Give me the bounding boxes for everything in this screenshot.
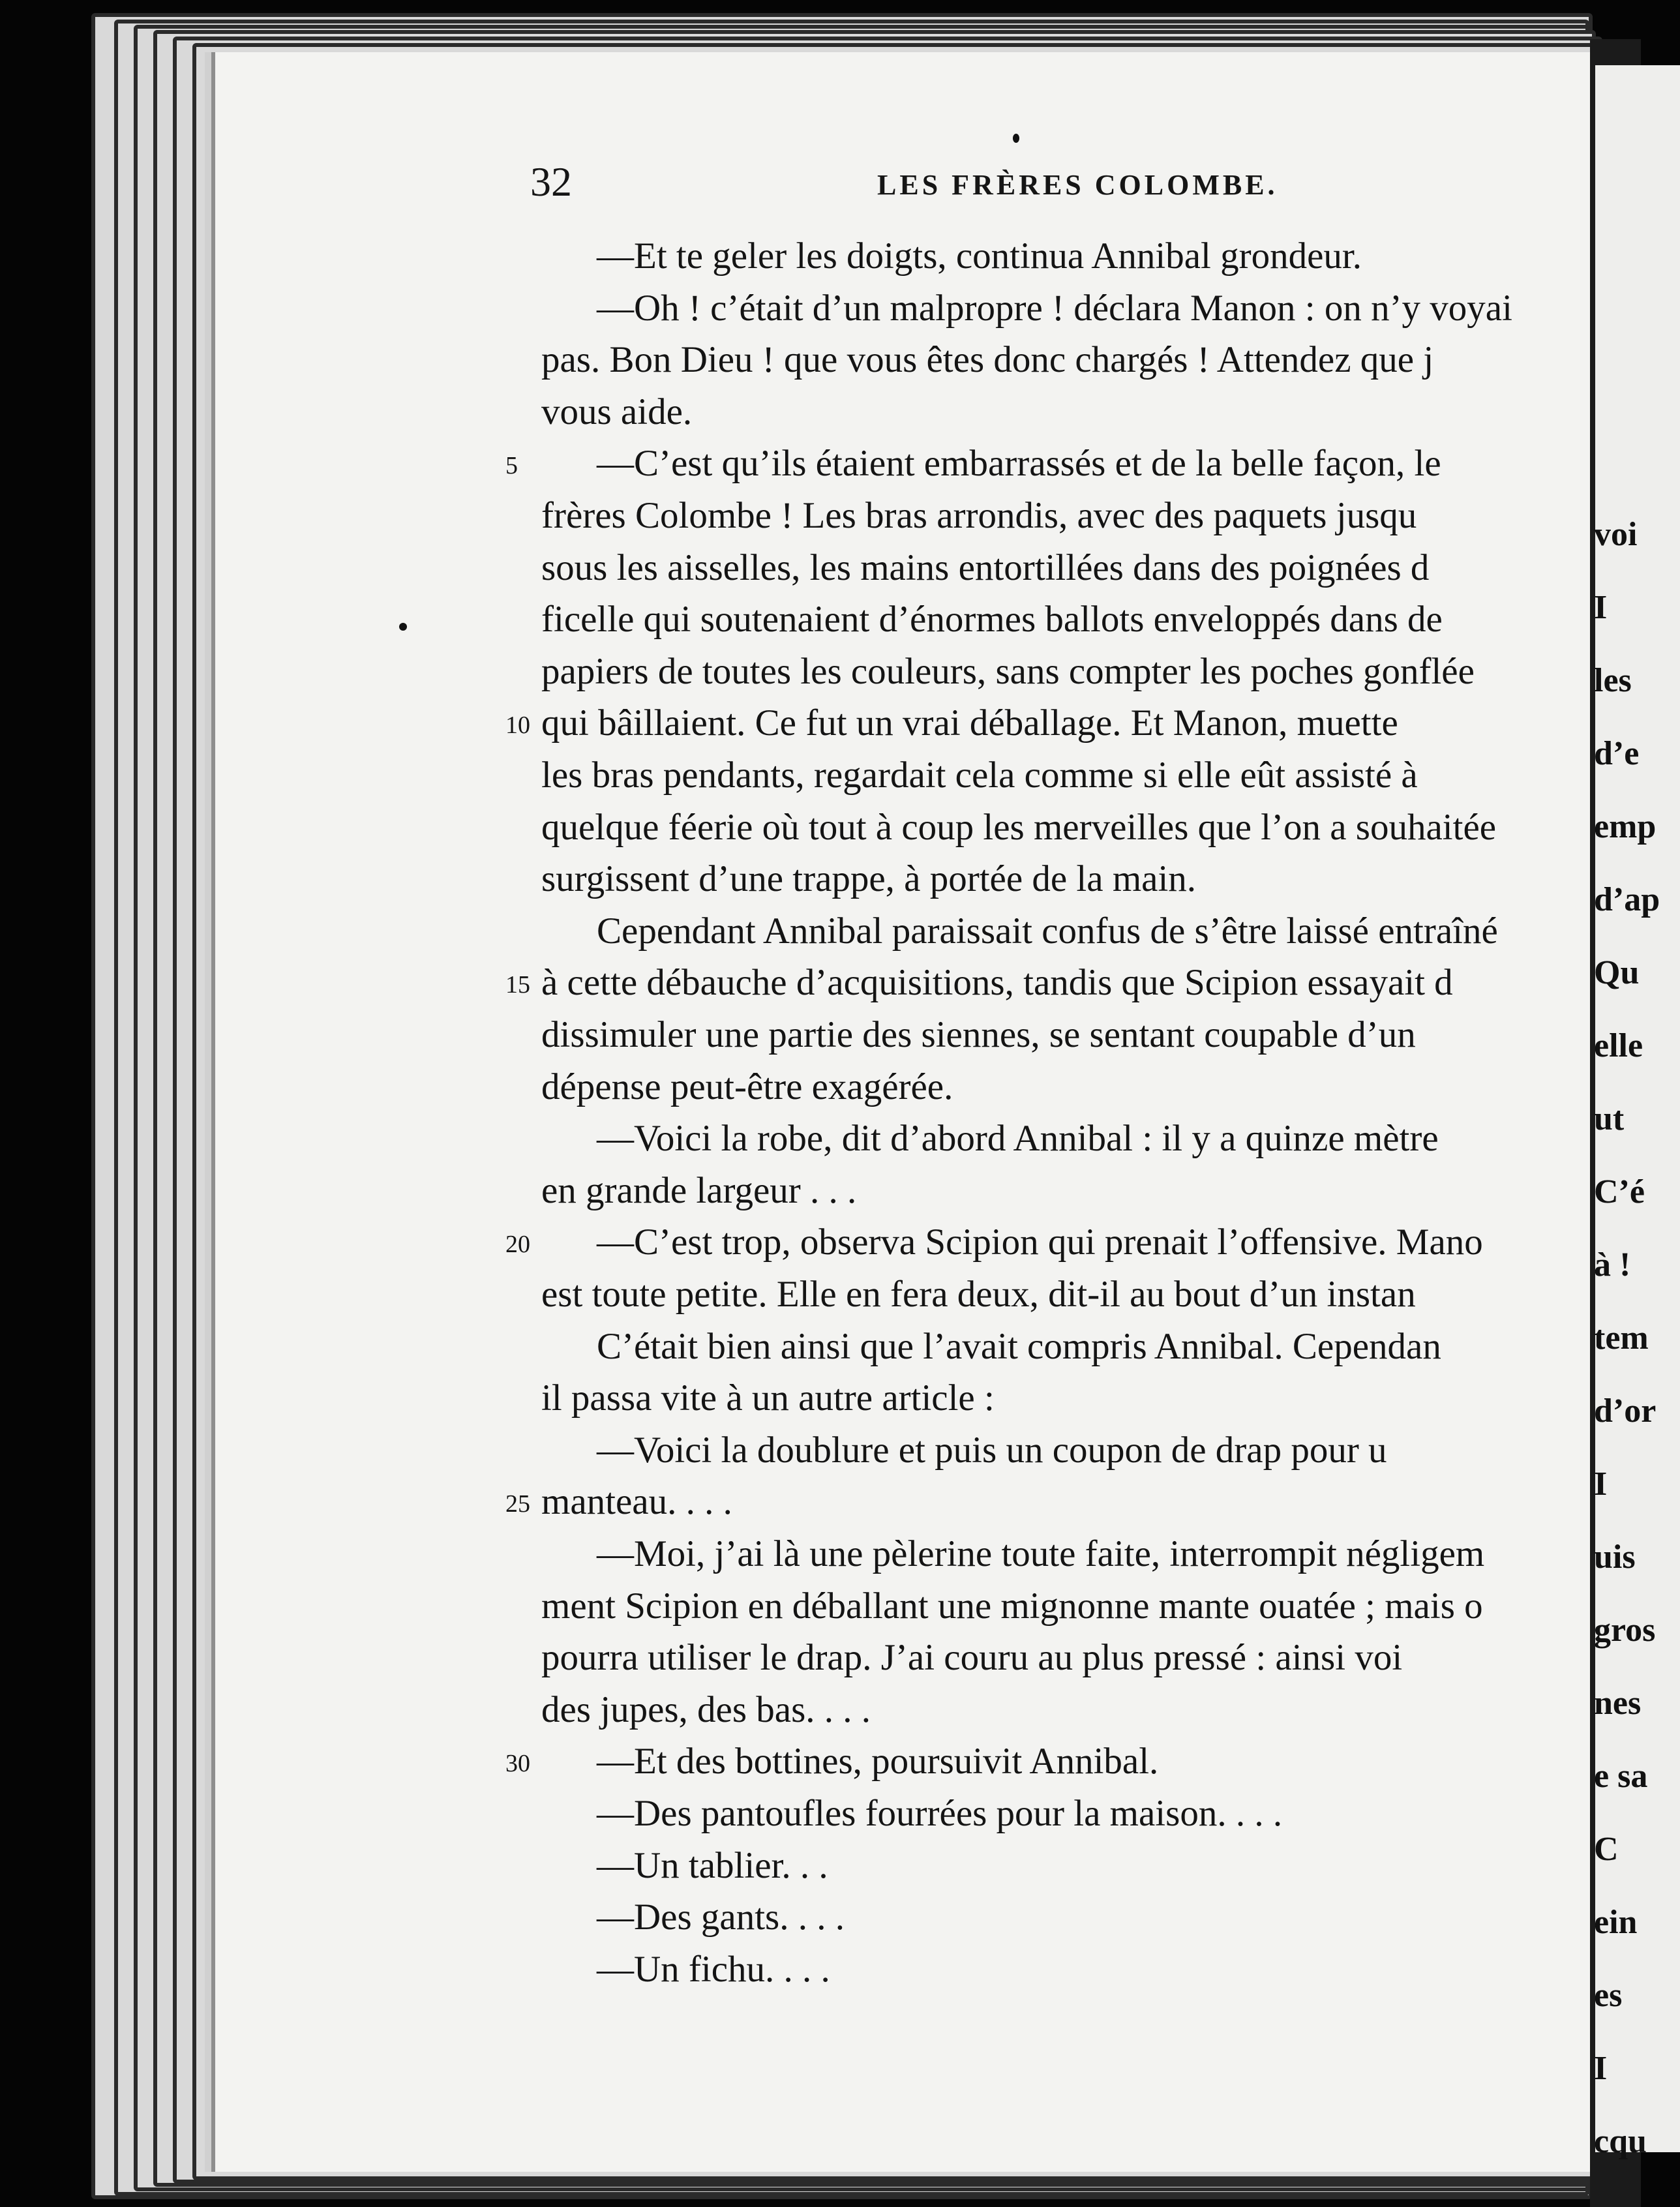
- text-line: surgissent d’une trappe, à portée de la main.: [541, 858, 1197, 900]
- text-line: les bras pendants, regardait cela comme si elle eût assisté à: [541, 755, 1418, 796]
- text-line: pas. Bon Dieu ! que vous êtes donc chargés ! Attendez que j: [541, 339, 1434, 381]
- adjacent-page-fragment: nes: [1594, 1685, 1642, 1722]
- adjacent-page-fragment: gros: [1594, 1612, 1656, 1649]
- line-number: 20: [505, 1231, 530, 1259]
- line-number: 25: [505, 1490, 530, 1518]
- text-line: en grande largeur . . .: [541, 1169, 857, 1211]
- text-line: dépense peut-être exagérée.: [541, 1066, 953, 1107]
- text-line: —C’est trop, observa Scipion qui prenait l’offensive. Mano: [597, 1222, 1483, 1263]
- text-line: —Des gants. . . .: [597, 1897, 845, 1938]
- text-line: —Voici la robe, dit d’abord Annibal : il y a quinze mètre: [597, 1118, 1439, 1160]
- adjacent-page-fragment: emp: [1594, 808, 1657, 845]
- text-line: à cette débauche d’acquisitions, tandis que Scipion essayait d: [541, 962, 1453, 1004]
- adjacent-page-fragment: I: [1594, 1465, 1608, 1503]
- adjacent-page-fragment: ein: [1594, 1904, 1638, 1941]
- text-line: papiers de toutes les couleurs, sans compter les poches gonflée: [541, 650, 1475, 692]
- adjacent-page-fragment: Qu: [1594, 954, 1640, 991]
- text-line: est toute petite. Elle en fera deux, dit-il au bout d’un instan: [541, 1274, 1416, 1315]
- line-number: 5: [505, 452, 518, 480]
- line-number: 30: [505, 1750, 530, 1778]
- running-title: LES FRÈRES COLOMBE.: [877, 169, 1278, 201]
- line-number: 10: [505, 712, 530, 740]
- text-line: qui bâillaient. Ce fut un vrai déballage. Et Manon, muette: [541, 702, 1398, 744]
- text-line: il passa vite à un autre article :: [541, 1377, 995, 1419]
- text-line: —Un fichu. . . .: [597, 1948, 830, 1990]
- text-line: —Et te geler les doigts, continua Annibal grondeur.: [597, 235, 1362, 277]
- text-line: quelque féerie où tout à coup les merveilles que l’on a souhaitée: [541, 806, 1497, 848]
- text-line: —Des pantoufles fourrées pour la maison. . . .: [597, 1793, 1283, 1834]
- text-line: ficelle qui soutenaient d’énormes ballots enveloppés dans de: [541, 599, 1443, 640]
- text-line: —Un tablier. . .: [597, 1844, 828, 1886]
- adjacent-page-fragment: les: [1594, 662, 1632, 699]
- ink-mark: [1013, 134, 1019, 143]
- text-line: manteau. . . .: [541, 1481, 732, 1523]
- text-line: ment Scipion en déballant une mignonne mante ouatée ; mais o: [541, 1585, 1483, 1627]
- adjacent-page-fragment: elle: [1594, 1027, 1643, 1064]
- adjacent-page-fragment: d’e: [1594, 735, 1640, 772]
- adjacent-page-fragment: tem: [1594, 1319, 1649, 1357]
- text-line: dissimuler une partie des siennes, se sentant coupable d’un: [541, 1014, 1416, 1055]
- text-line: frères Colombe ! Les bras arrondis, avec des paquets jusqu: [541, 495, 1417, 536]
- text-line: —Et des bottines, poursuivit Annibal.: [597, 1741, 1159, 1782]
- text-line: pourra utiliser le drap. J’ai couru au plus pressé : ainsi voi: [541, 1637, 1403, 1679]
- adjacent-page-fragment: C’é: [1594, 1173, 1645, 1210]
- page-number: 32: [530, 158, 572, 205]
- adjacent-page-fragment: I: [1594, 2050, 1608, 2087]
- text-line: sous les aisselles, les mains entortillées dans des poignées d: [541, 547, 1430, 588]
- adjacent-page-fragment: d’or: [1594, 1392, 1657, 1430]
- text-line: Cependant Annibal paraissait confus de s’être laissé entraîné: [597, 910, 1498, 952]
- adjacent-page-fragment: uis: [1594, 1539, 1636, 1576]
- adjacent-page-fragment: d’ap: [1594, 881, 1660, 918]
- text-line: C’était bien ainsi que l’avait compris Annibal. Cependan: [597, 1325, 1441, 1367]
- adjacent-page-fragment: e sa: [1594, 1758, 1648, 1795]
- text-line: vous aide.: [541, 391, 693, 432]
- text-line: —C’est qu’ils étaient embarrassés et de la belle façon, le: [597, 443, 1441, 485]
- text-line: —Moi, j’ai là une pèlerine toute faite, interrompit négligem: [597, 1533, 1485, 1574]
- adjacent-page-fragment: voi: [1594, 516, 1638, 553]
- line-number: 15: [505, 971, 530, 999]
- adjacent-page-fragment: I: [1594, 589, 1608, 626]
- adjacent-page-fragment: ut: [1594, 1100, 1625, 1137]
- text-line: —Voici la doublure et puis un coupon de drap pour u: [597, 1429, 1387, 1471]
- adjacent-page-fragment: cqu: [1594, 2123, 1647, 2160]
- adjacent-page-fragment: à !: [1594, 1246, 1631, 1284]
- ink-mark: [399, 623, 407, 631]
- text-line: —Oh ! c’était d’un malpropre ! déclara Manon : on n’y voyai: [597, 287, 1512, 329]
- adjacent-page-fragment: es: [1594, 1977, 1623, 2014]
- text-line: des jupes, des bas. . . .: [541, 1689, 871, 1730]
- adjacent-page-fragment: C: [1594, 1831, 1619, 1868]
